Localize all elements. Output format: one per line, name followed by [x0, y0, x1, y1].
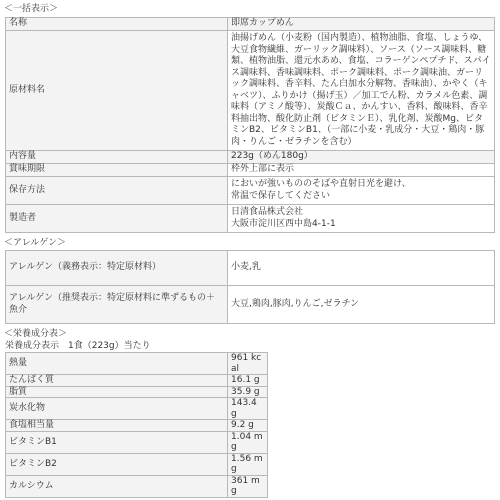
section-title-nutrition: ＜栄養成分表＞ — [4, 329, 68, 339]
nutrient-name: たんぱく質 — [6, 375, 228, 387]
nutrient-value: 1.04 mg — [228, 431, 268, 453]
row-label: 原材料名 — [6, 31, 228, 151]
nutrient-value: 35.9 g — [228, 386, 268, 398]
table-row — [6, 398, 268, 420]
table-row — [6, 205, 495, 233]
table-row — [6, 475, 268, 497]
section-title-summary: ＜一括表示＞ — [4, 4, 59, 14]
table-row — [6, 353, 268, 375]
row-value: 日清食品株式会社 大阪市淀川区西中島4-1-1 — [228, 205, 495, 233]
nutrient-name: 食塩相当量 — [6, 420, 228, 432]
allergen-table — [5, 250, 495, 324]
nutrient-value: 143.4 g — [228, 398, 268, 420]
table-row — [6, 453, 268, 475]
row-label: 内容量 — [6, 151, 228, 164]
table-row — [6, 18, 495, 31]
nutrient-name: ビタミンB2 — [6, 453, 228, 475]
row-value: 223g（めん180g） — [228, 151, 495, 164]
table-row — [6, 151, 495, 164]
table-row — [6, 420, 268, 432]
nutrient-value: 961 kcal — [228, 353, 268, 375]
table-row — [6, 375, 268, 387]
nutrient-value: 9.2 g — [228, 420, 268, 432]
nutrient-name: 脂質 — [6, 386, 228, 398]
nutrition-subtitle: 栄養成分表示 1食（223g）当たり — [5, 341, 151, 351]
nutrient-name: 熱量 — [6, 353, 228, 375]
table-row — [6, 431, 268, 453]
table-row — [6, 251, 495, 286]
table-row — [6, 386, 268, 398]
table-row — [6, 31, 495, 151]
summary-table — [5, 17, 495, 233]
row-label: 製造者 — [6, 205, 228, 233]
row-value: 枠外上部に表示 — [228, 164, 495, 177]
nutrient-value: 361 mg — [228, 475, 268, 497]
row-value: 大豆,鶏肉,豚肉,りんご,ゼラチン — [228, 286, 495, 324]
section-title-allergen: ＜アレルゲン＞ — [4, 238, 67, 248]
nutrient-value: 1.56 mg — [228, 453, 268, 475]
nutrient-name: カルシウム — [6, 475, 228, 497]
row-label: 名称 — [6, 18, 228, 31]
table-row — [6, 164, 495, 177]
nutrition-table — [5, 352, 268, 498]
nutrient-name: ビタミンB1 — [6, 431, 228, 453]
row-label: 保存方法 — [6, 177, 228, 205]
nutrient-value: 16.1 g — [228, 375, 268, 387]
row-value: 油揚げめん（小麦粉（国内製造）、植物油脂、食塩、しょうゆ、大豆食物繊維、ガーリック調味料）、ソース（ソース調味料、糖類、植物油脂、還元水あめ、食塩、コラーゲンペプチド、スパイス調味料、香味調味料、ポーク調味料、ポーク調味油、ガーリック調味料、香辛料、たん白加水分解物、香味油）、かやく（キャベツ）、ふりかけ（揚げ玉）／加工でん粉、カラメル色素、調味料（アミノ酸等）、炭酸Ｃａ、かんすい、香料、酸味料、香辛料抽出物、酸化防止剤（ビタミンＥ）、乳化剤、炭酸Mg、ビタミンB2、ビタミンB1、（一部に小麦・乳成分・大豆・鶏肉・豚肉・りんご・ゼラチンを含む） — [228, 31, 495, 151]
row-value: 即席カップめん — [228, 18, 495, 31]
row-label: アレルゲン（推奨表示：特定原材料に準ずるもの＋魚介 — [6, 286, 228, 324]
table-row — [6, 286, 495, 324]
row-value: においが強いもののそばや直射日光を避け、 常温で保存してください — [228, 177, 495, 205]
table-row — [6, 177, 495, 205]
row-value: 小麦,乳 — [228, 251, 495, 286]
nutrient-name: 炭水化物 — [6, 398, 228, 420]
row-label: アレルゲン（義務表示：特定原材料） — [6, 251, 228, 286]
row-label: 賞味期限 — [6, 164, 228, 177]
